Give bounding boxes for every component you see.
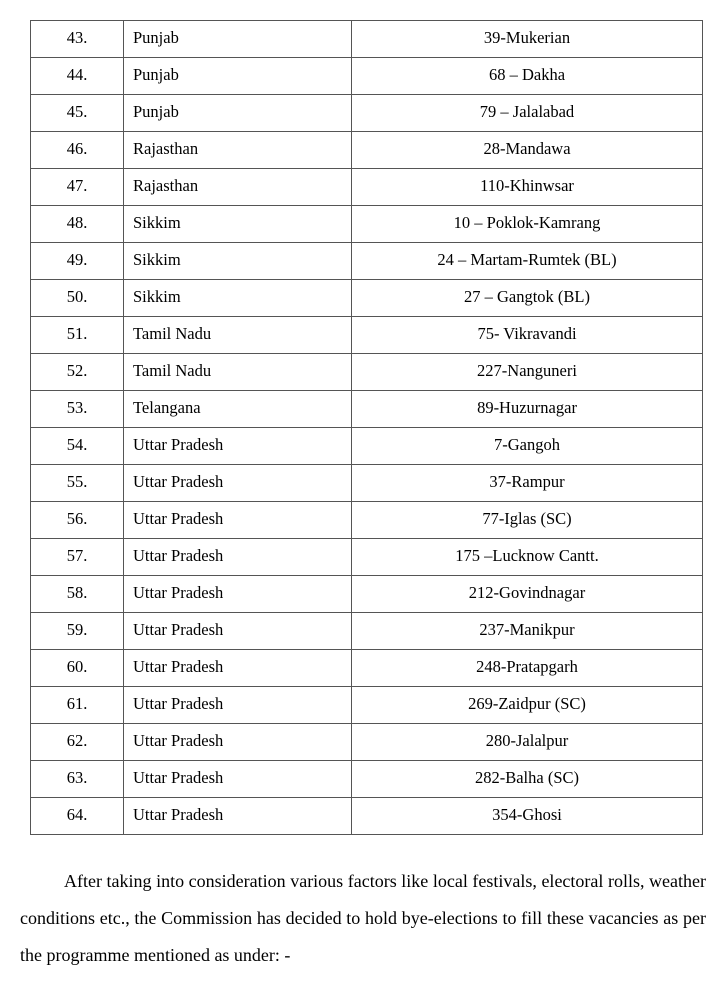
table-row bbox=[31, 21, 703, 58]
cell-state: Uttar Pradesh bbox=[124, 650, 352, 687]
cell-state: Uttar Pradesh bbox=[124, 687, 352, 724]
cell-constituency: 68 – Dakha bbox=[352, 58, 703, 95]
cell-constituency: 39-Mukerian bbox=[352, 21, 703, 58]
cell-constituency: 77-Iglas (SC) bbox=[352, 502, 703, 539]
cell-constituency: 282-Balha (SC) bbox=[352, 761, 703, 798]
cell-serial-number: 47. bbox=[31, 169, 124, 206]
cell-serial-number: 58. bbox=[31, 576, 124, 613]
cell-state: Uttar Pradesh bbox=[124, 539, 352, 576]
cell-constituency: 37-Rampur bbox=[352, 465, 703, 502]
paragraph-bye-election-programme: After taking into consideration various factors like local festivals, electoral rolls, weather conditions etc., the Commission has decided to hold bye-elections to fill these vacancies as per the programme mentioned as under: - bbox=[20, 871, 706, 965]
cell-serial-number: 49. bbox=[31, 243, 124, 280]
cell-serial-number: 45. bbox=[31, 95, 124, 132]
cell-serial-number: 64. bbox=[31, 798, 124, 835]
cell-serial-number: 62. bbox=[31, 724, 124, 761]
cell-serial-number: 53. bbox=[31, 391, 124, 428]
cell-serial-number: 52. bbox=[31, 354, 124, 391]
table-row bbox=[31, 132, 703, 169]
cell-constituency: 110-Khinwsar bbox=[352, 169, 703, 206]
table-row bbox=[31, 539, 703, 576]
table-row bbox=[31, 465, 703, 502]
cell-constituency: 269-Zaidpur (SC) bbox=[352, 687, 703, 724]
cell-constituency: 28-Mandawa bbox=[352, 132, 703, 169]
cell-serial-number: 60. bbox=[31, 650, 124, 687]
cell-state: Uttar Pradesh bbox=[124, 428, 352, 465]
cell-state: Punjab bbox=[124, 95, 352, 132]
cell-serial-number: 43. bbox=[31, 21, 124, 58]
cell-serial-number: 54. bbox=[31, 428, 124, 465]
table-row bbox=[31, 724, 703, 761]
cell-constituency: 75- Vikravandi bbox=[352, 317, 703, 354]
table-row bbox=[31, 613, 703, 650]
table-row bbox=[31, 280, 703, 317]
cell-state: Uttar Pradesh bbox=[124, 465, 352, 502]
table-row bbox=[31, 576, 703, 613]
cell-state: Uttar Pradesh bbox=[124, 613, 352, 650]
cell-serial-number: 55. bbox=[31, 465, 124, 502]
cell-state: Sikkim bbox=[124, 206, 352, 243]
table-row bbox=[31, 687, 703, 724]
cell-state: Uttar Pradesh bbox=[124, 576, 352, 613]
table-row bbox=[31, 650, 703, 687]
cell-serial-number: 48. bbox=[31, 206, 124, 243]
cell-state: Uttar Pradesh bbox=[124, 502, 352, 539]
cell-constituency: 10 – Poklok-Kamrang bbox=[352, 206, 703, 243]
cell-state: Uttar Pradesh bbox=[124, 724, 352, 761]
table-row bbox=[31, 428, 703, 465]
cell-state: Tamil Nadu bbox=[124, 354, 352, 391]
cell-serial-number: 46. bbox=[31, 132, 124, 169]
table-row bbox=[31, 798, 703, 835]
cell-serial-number: 44. bbox=[31, 58, 124, 95]
vacancy-table bbox=[30, 20, 703, 835]
table-row bbox=[31, 169, 703, 206]
table-row bbox=[31, 58, 703, 95]
cell-state: Sikkim bbox=[124, 280, 352, 317]
cell-constituency: 79 – Jalalabad bbox=[352, 95, 703, 132]
cell-serial-number: 61. bbox=[31, 687, 124, 724]
table-row bbox=[31, 761, 703, 798]
table-row bbox=[31, 206, 703, 243]
cell-constituency: 237-Manikpur bbox=[352, 613, 703, 650]
table-row bbox=[31, 243, 703, 280]
cell-serial-number: 63. bbox=[31, 761, 124, 798]
cell-constituency: 27 – Gangtok (BL) bbox=[352, 280, 703, 317]
table-row bbox=[31, 391, 703, 428]
table-row bbox=[31, 95, 703, 132]
cell-constituency: 89-Huzurnagar bbox=[352, 391, 703, 428]
cell-state: Telangana bbox=[124, 391, 352, 428]
cell-constituency: 24 – Martam-Rumtek (BL) bbox=[352, 243, 703, 280]
table-row bbox=[31, 354, 703, 391]
cell-constituency: 212-Govindnagar bbox=[352, 576, 703, 613]
cell-state: Punjab bbox=[124, 21, 352, 58]
cell-serial-number: 59. bbox=[31, 613, 124, 650]
cell-serial-number: 56. bbox=[31, 502, 124, 539]
cell-serial-number: 50. bbox=[31, 280, 124, 317]
cell-constituency: 248-Pratapgarh bbox=[352, 650, 703, 687]
cell-constituency: 354-Ghosi bbox=[352, 798, 703, 835]
cell-constituency: 227-Nanguneri bbox=[352, 354, 703, 391]
cell-state: Sikkim bbox=[124, 243, 352, 280]
table-row bbox=[31, 317, 703, 354]
cell-constituency: 175 –Lucknow Cantt. bbox=[352, 539, 703, 576]
cell-state: Punjab bbox=[124, 58, 352, 95]
cell-state: Rajasthan bbox=[124, 169, 352, 206]
cell-state: Uttar Pradesh bbox=[124, 798, 352, 835]
cell-serial-number: 51. bbox=[31, 317, 124, 354]
cell-state: Uttar Pradesh bbox=[124, 761, 352, 798]
table-body bbox=[31, 21, 703, 835]
cell-serial-number: 57. bbox=[31, 539, 124, 576]
cell-constituency: 280-Jalalpur bbox=[352, 724, 703, 761]
table-row bbox=[31, 502, 703, 539]
cell-state: Tamil Nadu bbox=[124, 317, 352, 354]
cell-state: Rajasthan bbox=[124, 132, 352, 169]
cell-constituency: 7-Gangoh bbox=[352, 428, 703, 465]
